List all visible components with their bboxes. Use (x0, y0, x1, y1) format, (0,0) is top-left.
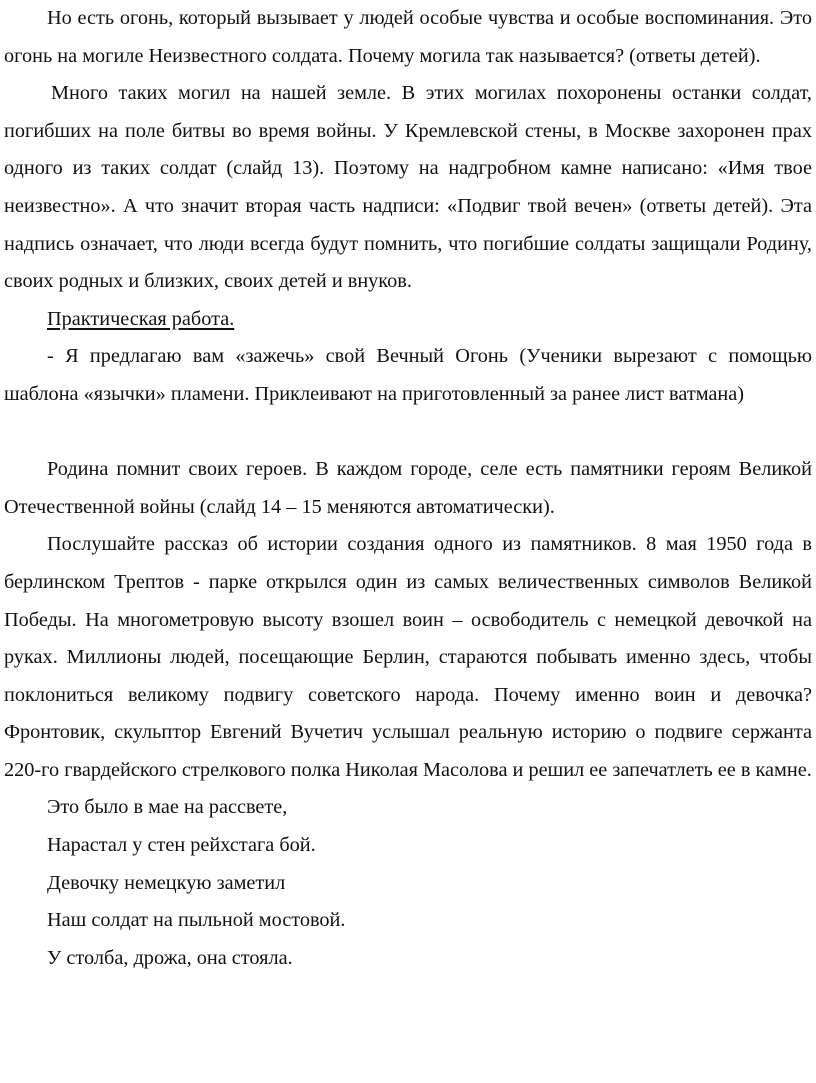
verse-line: Это было в мае на рассвете, (47, 796, 288, 819)
practical-work-heading-text: Практическая работа. (47, 307, 235, 330)
document-body (4, 0, 812, 977)
practical-work-heading (4, 301, 812, 339)
verse-line: Нарастал у стен рейхстага бой. (47, 834, 316, 857)
paragraph-graves: Много таких могил на нашей земле. В этих могилах похоронены останки солдат, погибших на поле битвы во время войны. У Кремлевской стены, в Москве захоронен прах одного из таких солдат (слайд 13). Поэтому на надгробном камне написано: «Имя твое неизвестно». А что значит вторая часть надписи: «Подвиг твой вечен» (ответы детей). Эта надпись означает, что люди всегда будут помнить, что погибшие солдаты защищали Родину, своих родных и близких, своих детей и внуков. (4, 82, 812, 293)
paragraph-practical-task: - Я предлагаю вам «зажечь» свой Вечный Огонь (Ученики вырезают с помощью шаблона «язычки» пламени. Приклеивают на приготовленный за ранее лист ватмана) (4, 345, 812, 405)
paragraph-unknown-soldier-fire: Но есть огонь, который вызывает у людей особые чувства и особые воспоминания. Это огонь на могиле Неизвестного солдата. Почему могила так называется? (ответы детей). (4, 7, 812, 67)
blank-line (4, 414, 812, 452)
verse-line: У столба, дрожа, она стояла. (47, 946, 293, 969)
paragraph-homeland-remembers: Родина помнит своих героев. В каждом городе, селе есть памятники героям Великой Отечественной войны (слайд 14 – 15 меняются автоматически). (4, 458, 812, 518)
verse-line: Наш солдат на пыльной мостовой. (47, 909, 346, 932)
paragraph-monument-story: Послушайте рассказ об истории создания одного из памятников. 8 мая 1950 года в берлинском Трептов - парке открылся один из самых величественных символов Великой Победы. На многометровую высоту взошел воин – освободитель с немецкой девочкой на руках. Миллионы людей, посещающие Берлин, стараются побывать именно здесь, чтобы поклониться великому подвигу советского народа. Почему именно воин и девочка? Фронтовик, скульптор Евгений Вучетич услышал реальную историю о подвиге сержанта 220-го гвардейского стрелкового полка Николая Масолова и решил ее запечатлеть ее в камне. (4, 533, 812, 781)
verse-line: Девочку немецкую заметил (47, 871, 286, 894)
